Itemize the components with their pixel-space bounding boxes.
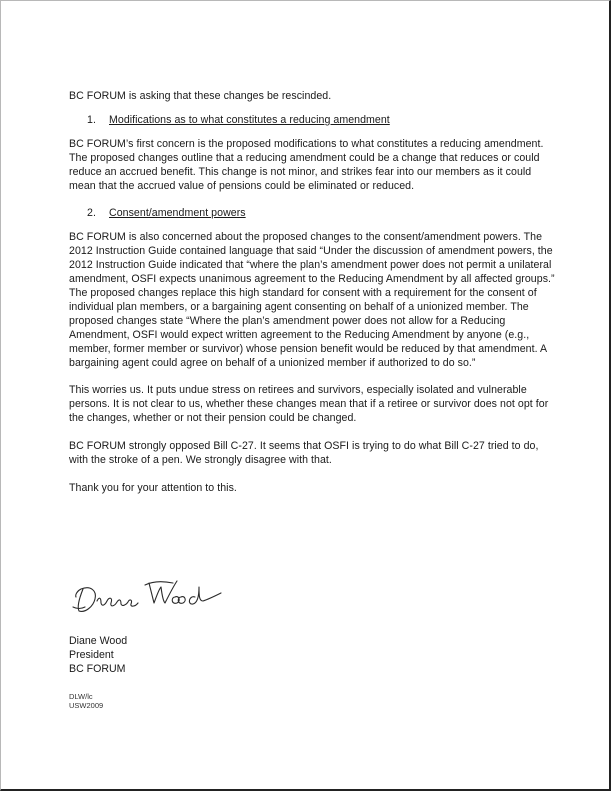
union-code: USW2009 <box>69 701 104 710</box>
reference-initials: DLW/lc <box>69 692 93 701</box>
section-2-paragraph: BC FORUM is also concerned about the proposed changes to the consent/amendment powers. The 2012 Instruction Guide contained language that said “Under the discussion of amendment powers, the 2012 Instruction Guide indicated that “where the plan’s amendment power does not permit a unilateral amendment, OSFI expects unanimous agreement to the Reducing Amendment by all affected groups.” The proposed changes replace this high standard for consent with a requirement for the consent of individual plan members, or a bargaining agent consenting on behalf of a unionized member. The proposed changes state “Where the plan’s amendment power does not allow for a Reducing Amendment, OSFI would expect written agreement to the Reducing Amendment by anyone (e.g., member, former member or survivor) whose pension benefit would be reduced by that amendment. A bargaining agent could agree on behalf of a unionized member if authorized to do so.” <box>69 231 555 369</box>
section-1-title: Modifications as to what constitutes a reducing amendment <box>109 113 390 126</box>
thanks-paragraph: Thank you for your attention to this. <box>69 481 237 494</box>
section-1-paragraph: BC FORUM’s first concern is the proposed modifications to what constitutes a reducing amendment. The proposed changes outline that a reducing amendment could be a change that reduces or could reduce an accrued benefit. This change is not minor, and strikes fear into our members as it could mean that the accrued value of pensions could be eliminated or reduced. <box>69 137 544 192</box>
section-2-title: Consent/amendment powers <box>109 207 246 220</box>
worries-paragraph: This worries us. It puts undue stress on retirees and survivors, especially isolated and vulnerable persons. It is not clear to us, whether these changes mean that if a retiree or survivor does not opt for the changes, whether or not their pension could be changed. <box>69 384 549 425</box>
reference-initials-block <box>69 692 103 710</box>
section-2-heading <box>69 207 559 221</box>
signatory-name: Diane Wood <box>69 635 128 647</box>
signatory-organization: BC FORUM <box>69 663 126 675</box>
section-2-number: 2. <box>87 207 96 220</box>
section-1-number: 1. <box>87 113 96 126</box>
intro-paragraph: BC FORUM is asking that these changes be rescinded. <box>69 90 332 102</box>
opposed-paragraph: BC FORUM strongly opposed Bill C-27. It seems that OSFI is trying to do what Bill C-27 tried to do, with the stroke of a pen. We strongly disagree with that. <box>69 440 539 467</box>
section-1-heading <box>69 114 559 128</box>
signatory-title: President <box>69 649 114 661</box>
letter-body <box>69 90 559 510</box>
handwritten-signature <box>71 569 231 619</box>
signature-block <box>69 634 127 676</box>
